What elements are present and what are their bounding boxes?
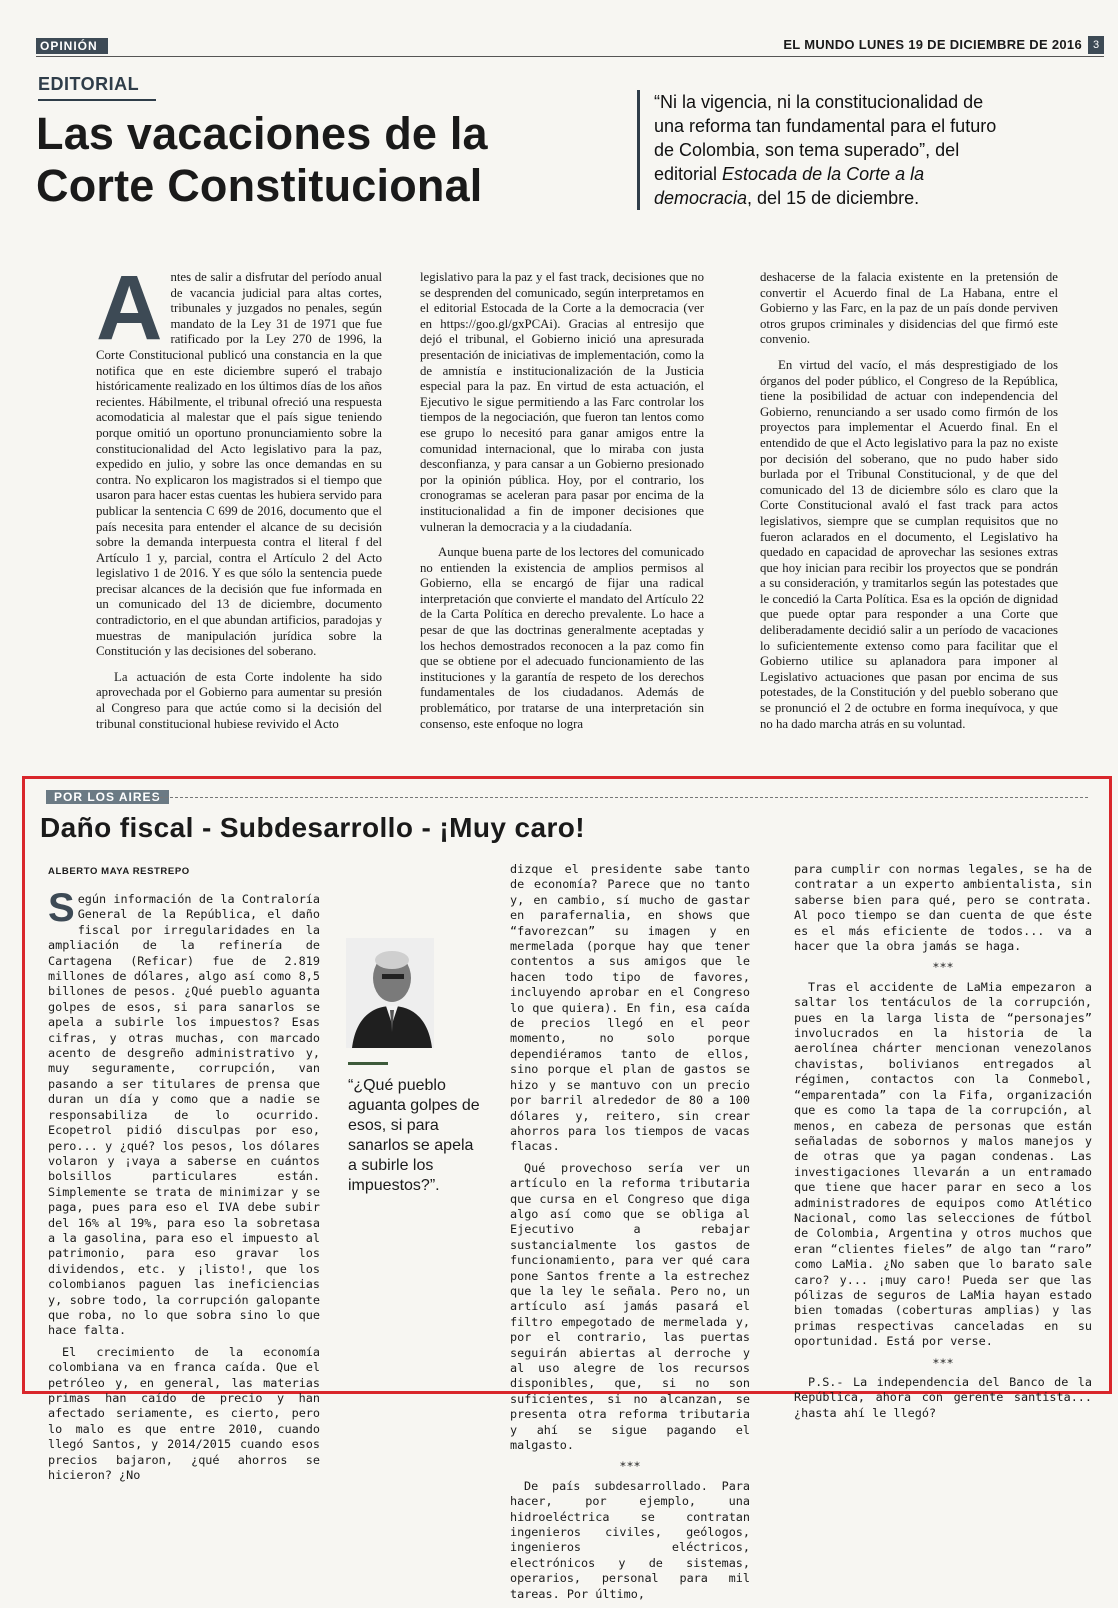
paragraph: Aunque buena parte de los lectores del comunicado no entienden la existencia de amplios permisos al Gobierno, ella se encargó de fijar una radical interpretación que convierte el mandato del Artículo 22 de la Carta Política en derecho prevalente. Lo hace a pesar de que las doctrinas generalmente aceptadas y los hechos demostrados reconocen a la paz como fin que se obtiene por el adecuado funcionamiento de las instituciones y la garantía de respeto de los derechos fundamentales de los ciudadanos. Además de problemático, por tratarse de una interpretación sin consenso, este enfoque no logra <box>420 545 704 731</box>
headline-line-1: Las vacaciones de la <box>36 108 488 159</box>
editorial-column-3 <box>760 270 1058 742</box>
paragraph: De país subdesarrollado. Para hacer, por ejemplo, una hidroeléctrica se contratan ingenieros civiles, geólogos, ingenieros eléctricos, electrónicos y de sistemas, operarios, personal para mil tareas. Por último, <box>510 1478 750 1601</box>
column-3 <box>794 862 1092 1427</box>
page-number: 3 <box>1088 36 1104 54</box>
paragraph: El crecimiento de la economía colombiana va en franca caída. Que el petróleo y, en general, las materias primas han caído de precio y han afectado seriamente, es cierto, pero lo malo es que entre 2010, cuando llegó Santos, y 2014/2015 cuando esos precios bajaron, ¿qué ahorros se hicieron? ¿No <box>48 1344 320 1483</box>
paragraph: Tras el accidente de LaMia empezaron a saltar los tentáculos de la corrupción, pues en la larga lista de “personajes” involucrados en la historia de la aerolínea chárter mencionan venezolanos chavistas, bolivianos entregados al régimen, contactos con la Conmebol, “emparentada” con la Fifa, organización que es como la tapa de la corrupción, al menos, en cabeza de personas que están señaladas de sobornos y malos manejos y de otras que ya pagan condenas. Las investigaciones llevarán a un entramado que tiene que hacer parar en seco a los administradores de equipos como Atlético Nacional, como las selecciones de fútbol de Colombia, Argentina y otros muchos que eran “clientes fieles” de algo tan “raro” como LaMia. ¿No saben que lo barato sale caro? y... ¡muy caro! Pueda ser que las pólizas de seguros de LaMia hayan estado bien tomadas (coberturas amplias) y las primas respectivas canceladas en su oportunidad. Está por verse. <box>794 979 1092 1349</box>
editorial-kicker: EDITORIAL <box>38 74 140 94</box>
author-photo-icon <box>346 938 434 1048</box>
drop-cap: A <box>96 257 163 359</box>
section-label: OPINIÓN <box>36 38 108 54</box>
pull-quote-rule <box>348 1062 388 1065</box>
drop-cap: S <box>48 886 75 930</box>
masthead-date: EL MUNDO LUNES 19 DE DICIEMBRE DE 2016 <box>783 37 1082 52</box>
author-photo <box>346 938 434 1048</box>
editorial-headline <box>36 108 596 212</box>
paragraph: deshacerse de la falacia existente en la pretensión de convertir el Acuerdo final de La Habana, entre el Gobierno y las Farc, en la paz de un país donde perviven otros grupos criminales y disidencias del que firmó este convenio. <box>760 270 1058 347</box>
column-2 <box>510 862 750 1608</box>
paragraph: dizque el presidente sabe tanto de economía? Parece que no tanto y, en cambio, sí mucho de gastar en parafernalia, en shows que “favorezcan” su imagen y en mermelada (porque hay que tener contentos a sus amigos que le hacen todo tipo de favores, incluyendo aprobar en el Congreso lo que quiera). En fin, esa caída de precios llegó en el peor momento, no solo porque dependiéramos tanto de ellos, sino porque el plan de gastos se hizo y se mantuvo con un precio por barril alrededor de 80 a 100 dólares y, reitero, sin crear ahorros para los tiempos de vacas flacas. <box>510 862 750 1154</box>
column-headline: Daño fiscal - Subdesarrollo - ¡Muy caro! <box>40 812 585 843</box>
page-header <box>36 36 1104 57</box>
source-prefix: del editorial <box>654 140 960 184</box>
separator-stars: *** <box>619 1459 641 1474</box>
headline-line-2: Corte Constitucional <box>36 160 483 211</box>
paragraph <box>48 886 320 1339</box>
editorial-column-2 <box>420 270 704 742</box>
byline: ALBERTO MAYA RESTREPO <box>48 866 190 877</box>
paragraph-text: ntes de salir a disfrutar del período anual de vacancia judicial para altas cortes, tribunales y juzgados no penales, según mandato de la Ley 31 de 1971 que fue ratificado por la Ley 270 de 1996, la Corte Constitucional publicó una constancia en la que notifica que en este diciembre superó el trabajo históricamente realizado en los últimos días de los años recientes. Hábilmente, el tribunal ofreció una respuesta acomodaticia al malestar que el país sigue teniendo porque omitió un oportuno pronunciamiento sobre la constitucionalidad del Acto legislativo para la paz, expedido en julio, y sobre las once demandas en su contra. No explicaron los magistrados si el tiempo que usaron para hacer estas cuentas les hubiera servido para publicar la sentencia C 699 de 2016, documento que el país necesita para entender el alcance de su decisión sobre la demanda interpuesta contra el literal f del Artículo 1 y, parcial, contra el Artículo 2 del Acto legislativo 1 de 2016. Y es que sólo la sentencia puede precisar alcances de la decisión que fue informada en un comunicado del 13 de diciembre, documento contradictorio, en el que abundan artificios, paradojas y muestras de manipulación jurídica sobre la Constitución y las decisiones del soberano. <box>96 270 382 659</box>
paragraph: legislativo para la paz y el fast track, decisiones que no se desprenden del comunicado, según interpretamos en el editorial Estocada de la Corte a la democracia (ver en https://goo.gl/gxPCAi). Gracias al entresijo que dejó el tribunal, el Gobierno inició una apresurada presentación de iniciativas de implementación, como la de amnistía e institucionalización de la Justicia especial para la paz. En virtud de esta actuación, el Ejecutivo le sigue permitiendo a las Farc controlar los tiempos de la negociación, que fueron tan lentos como ese grupo lo necesitó para ganar amigos entre la comunidad internacional, que lo miraba con justa desconfianza, y para cansar a un Gobierno presionado por la opinión pública. Hoy, por el contrario, los cronogramas se aceleran para pasar por encima de la institucionalidad a fin de imponer decisiones que vulneran la democracia y a la ciudadanía. <box>420 270 704 534</box>
paragraph: para cumplir con normas legales, se ha de contratar a un experto ambientalista, sin saberse bien para qué, pero se contrata. Al poco tiempo se dan cuenta de que éste es el más eficiente de todos... va a hacer que la obra jamás se haga. <box>794 862 1092 954</box>
paragraph-text: egún información de la Contraloría General de la República, el daño fiscal por irregularidades en la ampliación de la refinería de Cartagena (Reficar) fue de 2.819 millones de dólares, algo así como 8,5 billones de pesos. ¿Qué pueblo aguanta golpes de esos, si para sanarlos se apela a subirle los impuestos? Esas cifras, y otras muchas, con marcado acento de desgreño administrativo y, muy seguramente, corrupción, van pasando a ser titulares de prensa que duran un día y como que a nadie se responsabiliza de lo ocurrido. Ecopetrol pidió disculpas por eso, pero... y ¿qué? los pesos, los dólares volaron y ¡vaya a saberse en cuántos bolsillos particulares están. Simplemente se trata de minimizar y se paga, pues para eso el IVA debe subir del 16% al 19%, para eso la sobretasa a la gasolina, para eso el impuesto al patrimonio, para eso gravar los dividendos, etc. y ¡listo!, que los colombianos paguen las ineficiencias y, sobre todo, la corrupción galopante que roba, no lo que sobra sino lo que hace falta. <box>48 892 320 1338</box>
paragraph: La actuación de esta Corte indolente ha sido aprovechada por el Gobierno para aumentar su presión al Congreso para que actúe como si la decisión del tribunal constitucional hubiese revivido el Acto <box>96 669 382 731</box>
separator-stars: *** <box>932 960 954 975</box>
separator-stars: *** <box>932 1355 954 1370</box>
source-suffix: , del 15 de diciembre. <box>747 188 920 208</box>
section-rule <box>150 797 1088 798</box>
paragraph <box>96 257 382 660</box>
column-pull-quote: “¿Qué pueblo aguanta golpes de esos, si para sanarlos se apela a subirle los impuestos?”. <box>348 1077 480 1194</box>
paragraph: En virtud del vacío, el más desprestigiado de los órganos del poder público, el Congreso de la República, tiene la posibilidad de actuar con independencia del Gobierno, renunciando a ser usado como firmón de los proyectos para implementar el Acuerdo final. En el entendido de que el Acto legislativo para la paz no existe por decisión del soberano, que no pudo haber sido burlada por el Tribunal Constitucional, y de que del comunicado del 13 de diciembre sólo es claro que la Corte Constitucional avaló el fast track para actos legislativos, siempre que se cumplan requisitos que no fueron aclarados en el documento, el Legislativo ha quedado en capacidad de aprovechar las sesiones extras que hoy inician para recibir los proyectos que se pondrán a su consideración, y tramitarlos según las potestades que le concedió la Carta Política. Esa es la opción de dignidad que puede optar para responder a una Corte que deliberadamente decidió salir a un período de vacaciones lo suficientemente extenso como para facilitar que el Gobierno utilice su aplanadora para imponer al Legislativo actuaciones que pasan por encima de sus potestades, de la Constitución y del pueblo soberano que se pronunció el 2 de octubre en forma inequívoca, y que no ha dado marcha atrás en su voluntad. <box>760 357 1058 731</box>
pull-quote-text: “Ni la vigencia, ni la constitucionalidad de una reforma tan fundamental para el futuro de Colombia, son tema superado”, <box>654 92 997 160</box>
source-title: Estocada de la Corte a la democracia <box>654 164 925 208</box>
paragraph: Qué provechoso sería ver un artículo en la reforma tributaria que cursa en el Congreso que diga algo así como que se obliga al Ejecutivo a rebajar sustancialmente los gastos de funcionamiento, para ver qué cara pone Santos frente a la estrechez que la ley le señala. Pero no, un artículo así jamás pasará el filtro empegotado de mermelada y, por el contrario, las puertas seguirán abiertas al derroche y al uso alegre de los recursos disponibles, que, si no son suficientes, si no alcanzan, se presenta otra reforma tributaria y ahí se sigue pagando el malgasto. <box>510 1160 750 1453</box>
paragraph: P.S.- La independencia del Banco de la República, ahora con gerente santista... ¿hasta ahí le llegó? <box>794 1375 1092 1420</box>
editorial-pull-quote <box>637 90 1014 210</box>
kicker-rule <box>38 99 156 101</box>
column-section-label: POR LOS AIRES <box>46 790 169 804</box>
editorial-column-1 <box>96 257 382 742</box>
